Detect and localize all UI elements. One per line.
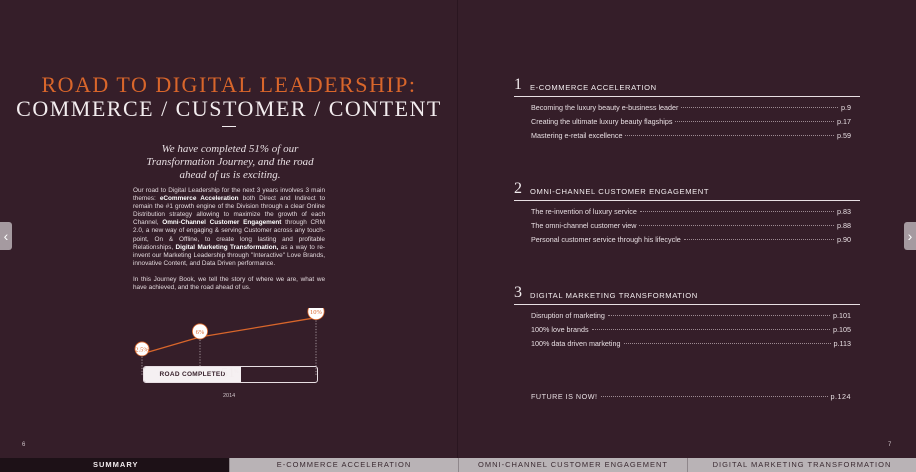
section-number: 2 [514, 180, 522, 197]
page-number-right: 7 [888, 442, 892, 448]
data-label: 2.5% [135, 346, 149, 354]
section-title[interactable]: DIGITAL MARKETING TRANSFORMATION [530, 291, 698, 300]
title-rule [222, 126, 236, 127]
chevron-left-icon[interactable]: ‹ [0, 222, 12, 250]
intro-paragraph-1: Our road to Digital Leadership for the next 3 years involves 3 main themes: eCommerce Acceleration both Direct and Indirect to remain the #1 growth engine of the Division through a clear Online Distribution strategy allowing to maximize the growth of each Channel, Omni-Channel Customer Engagement through CRM 2.0, a new way of engaging & serving Customer across any touch-point, On & Offline, to create long lasting and profitable Relationships, Digital Marketing Transformation, as a way to re-invent our Marketing Leadership through "Interactive" Love Brands, innovative Content, and Data Driven performance. [133, 187, 326, 267]
toc-item[interactable]: The omni-channel customer view p.88 [531, 221, 851, 230]
toc-item[interactable]: The re-invention of luxury service p.83 [531, 207, 851, 216]
tab-ecommerce-acceleration[interactable]: E-COMMERCE ACCELERATION [229, 458, 458, 472]
intro-quote: We have completed 51% of our Transformation Journey, and the road ahead of us is exciting. [146, 143, 314, 181]
section-title[interactable]: E-COMMERCE ACCELERATION [530, 83, 657, 92]
left-page [0, 0, 458, 458]
data-label: 6% [195, 328, 205, 336]
toc-item[interactable]: Creating the ultimate luxury beauty flagships p.17 [531, 117, 851, 126]
tab-omni-channel-engagement[interactable]: OMNI-CHANNEL CUSTOMER ENGAGEMENT [458, 458, 687, 472]
section-number: 3 [514, 284, 522, 301]
toc-item[interactable]: Disruption of marketing p.101 [531, 311, 851, 320]
toc-item[interactable]: Personal customer service through his lifecycle p.90 [531, 235, 851, 244]
section-rule [514, 200, 860, 201]
page-number-left: 6 [22, 442, 26, 448]
road-completed-label: ROAD COMPLETED [144, 367, 241, 382]
road-completed-unit: % [234, 369, 239, 375]
toc-item[interactable]: 100% data driven marketing p.113 [531, 339, 851, 348]
toc-item[interactable]: 100% love brands p.105 [531, 325, 851, 334]
growth-line [142, 318, 316, 354]
section-rule [514, 304, 860, 305]
tab-summary[interactable]: SUMMARY [0, 458, 229, 472]
section-tab-bar [0, 458, 916, 472]
intro-paragraph-2: In this Journey Book, we tell the story of where we are, what we have achieved, and the road ahead of us. [133, 275, 325, 292]
road-completed-value: 51 [221, 366, 235, 381]
intro-body [133, 187, 325, 300]
data-label: 10% [310, 308, 322, 316]
page-title-line1: ROAD TO DIGITAL LEADERSHIP: [41, 72, 417, 97]
page-title-line2: COMMERCE / CUSTOMER / CONTENT [16, 96, 442, 121]
toc-item[interactable]: Mastering e-retail excellence p.59 [531, 131, 851, 140]
section-title[interactable]: OMNI-CHANNEL CUSTOMER ENGAGEMENT [530, 187, 710, 196]
tab-digital-marketing[interactable]: DIGITAL MARKETING TRANSFORMATION [687, 458, 916, 472]
section-rule [514, 96, 860, 97]
chevron-right-icon[interactable]: › [904, 222, 916, 250]
toc-item-future[interactable]: FUTURE IS NOW! p.124 [531, 392, 851, 401]
year-label: 2014 [223, 393, 236, 399]
toc-item[interactable]: Becoming the luxury beauty e-business leader p.9 [531, 103, 851, 112]
section-number: 1 [514, 76, 522, 93]
